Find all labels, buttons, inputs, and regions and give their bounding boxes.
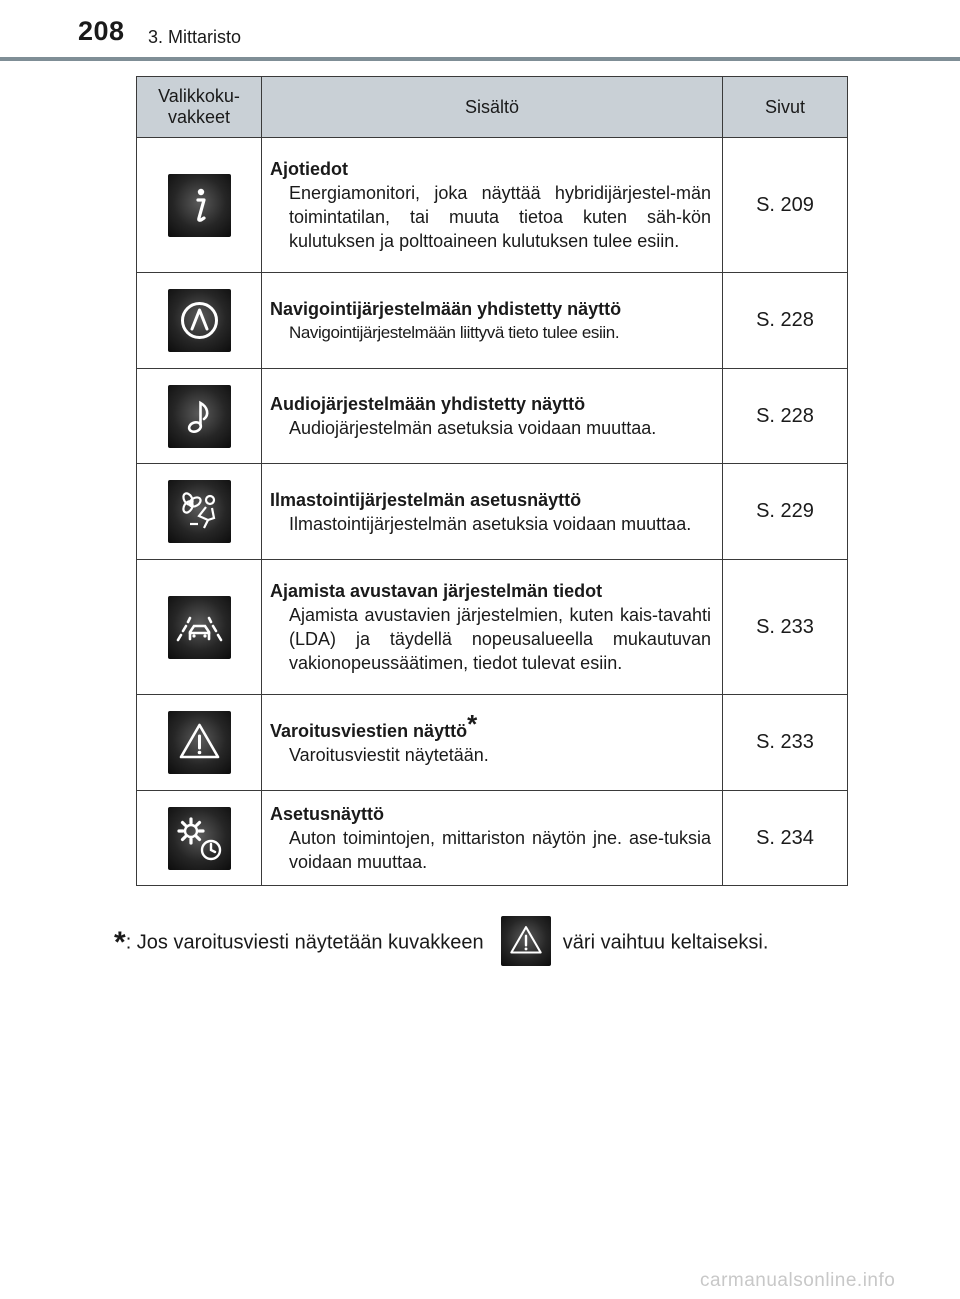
table-row xyxy=(137,791,848,886)
header-divider xyxy=(0,57,960,61)
column-header-content: Sisältö xyxy=(262,77,723,138)
music-note-icon xyxy=(168,385,231,448)
page-reference: S. 233 xyxy=(723,560,848,695)
page-reference: S. 228 xyxy=(723,369,848,464)
watermark: carmanualsonline.info xyxy=(700,1270,896,1291)
page-reference: S. 228 xyxy=(723,273,848,369)
table-row xyxy=(137,138,848,273)
driving-assist-icon xyxy=(168,596,231,659)
page-reference: S. 229 xyxy=(723,464,848,560)
item-title: Varoitusviestien näyttö* xyxy=(270,708,478,741)
table-row xyxy=(137,695,848,791)
item-title: Audiojärjestelmään yhdistetty näyttö xyxy=(270,394,586,414)
footnote-text-after: väri vaihtuu keltaiseksi. xyxy=(562,931,769,954)
item-description: Varoitusviestit näytetään. xyxy=(289,744,489,765)
table-row xyxy=(137,464,848,560)
item-description: Ilmastointijärjestelmän asetuksia voidaan muuttaa. xyxy=(289,513,692,534)
item-title: Ajotiedot xyxy=(270,159,348,179)
page-reference: S. 234 xyxy=(723,791,848,886)
settings-gear-icon xyxy=(168,807,231,870)
page-number: 208 xyxy=(78,16,125,46)
column-header-pages: Sivut xyxy=(723,77,848,138)
warning-triangle-icon xyxy=(501,916,551,966)
climate-fan-icon xyxy=(168,480,231,543)
item-title: Ilmastointijärjestelmän asetusnäyttö xyxy=(270,489,582,510)
table-row xyxy=(137,369,848,464)
footnote xyxy=(114,918,768,968)
item-title: Ajamista avustavan järjestelmän tiedot xyxy=(270,581,603,601)
footnote-text-before: : Jos varoitusviesti näytetään kuvakkeen xyxy=(125,931,484,954)
item-description: Audiojärjestelmän asetuksia voidaan muuttaa. xyxy=(289,418,657,438)
navigation-icon xyxy=(168,289,231,352)
column-header-icons: Valikkoku- vakkeet xyxy=(137,77,262,138)
menu-icons-table xyxy=(136,76,848,886)
item-description: Energiamonitori, joka näyttää hybridijärjestel-män toimintatilan, tai muuta tietoa kuten säh-kön kulutuksen ja polttoaineen kulutuksen tulee esiin. xyxy=(289,183,711,251)
page-reference: S. 233 xyxy=(723,695,848,791)
item-description: Navigointijärjestelmään liittyvä tieto tulee esiin. xyxy=(289,322,620,342)
table-row xyxy=(137,560,848,695)
item-title: Navigointijärjestelmään yhdistetty näyttö xyxy=(270,298,622,319)
footnote-marker: * xyxy=(114,926,126,960)
page-reference: S. 209 xyxy=(723,138,848,273)
warning-triangle-icon xyxy=(168,711,231,774)
section-title: 3. Mittaristo xyxy=(148,27,242,47)
item-description: Auton toimintojen, mittariston näytön jne. ase-tuksia voidaan muuttaa. xyxy=(289,828,711,872)
table-header-row xyxy=(137,77,848,138)
item-title: Asetusnäyttö xyxy=(270,804,385,824)
table-row xyxy=(137,273,848,369)
item-description: Ajamista avustavien järjestelmien, kuten kais-tavahti (LDA) ja täydellä nopeusalueella mukautuvan vakionopeussäätimen, tiedot tulevat esiin. xyxy=(289,605,711,673)
info-icon xyxy=(168,174,231,237)
footnote-marker: * xyxy=(467,708,478,739)
